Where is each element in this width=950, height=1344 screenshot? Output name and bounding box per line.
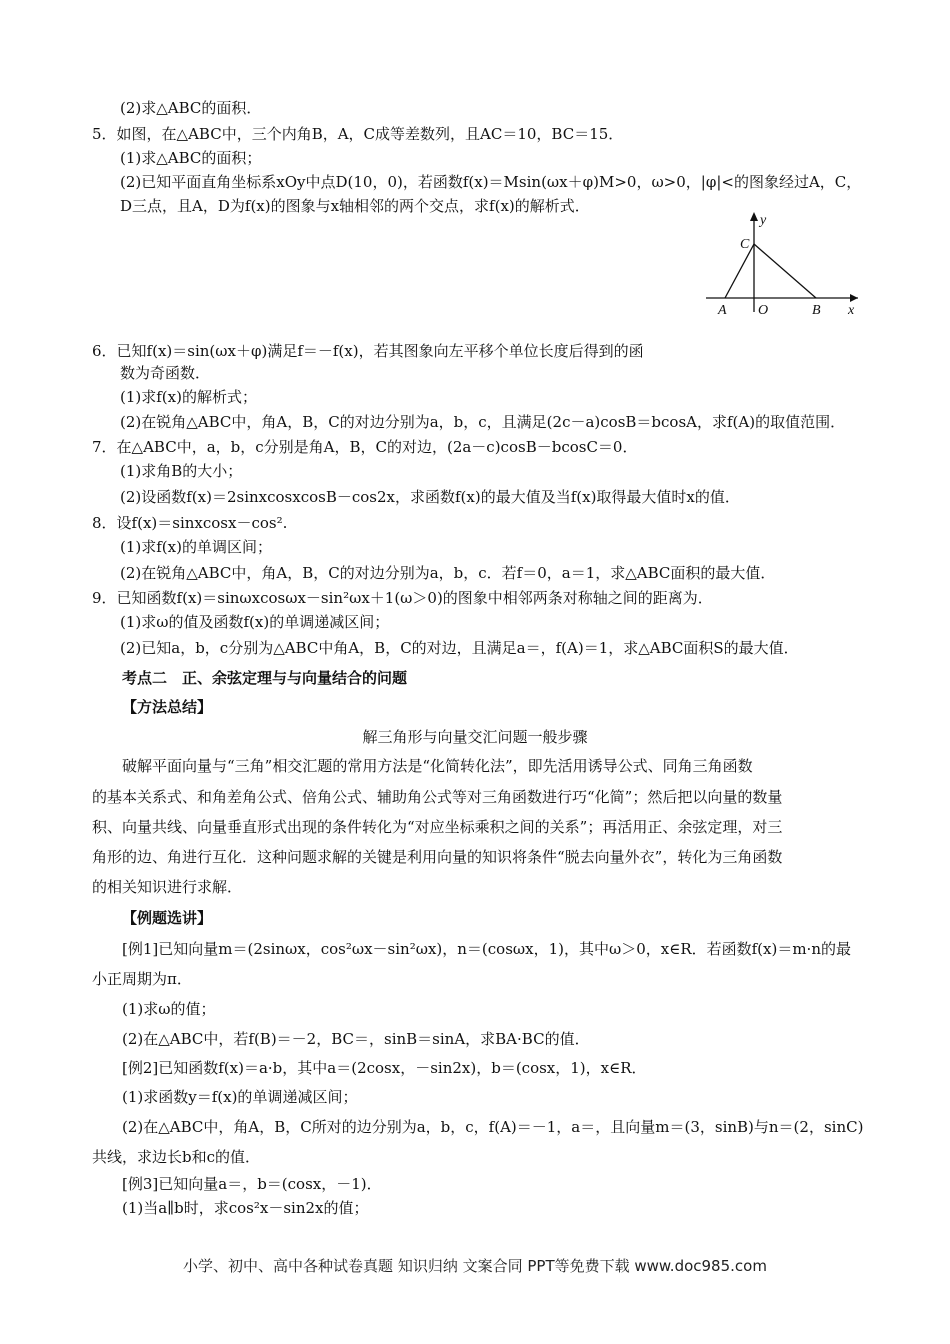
problem-6: 6．已知f(x)＝sin(ωx＋φ)满足f＝－f(x)，若其图象向左平移个单位长度后得到的函: [92, 342, 644, 360]
text-line: (1)求函数y＝f(x)的单调递减区间；: [122, 1088, 358, 1106]
label-a: A: [718, 303, 727, 318]
section-heading: 考点二 正、余弦定理与与向量结合的问题: [122, 669, 408, 687]
text-line: (2)设函数f(x)＝2sinxcosxcosB－cos2x，求函数f(x)的最大值及当f(x)取得最大值时x的值．: [120, 488, 740, 506]
label-c: C: [740, 237, 750, 252]
label-b: B: [812, 303, 821, 318]
label-x: x: [848, 303, 855, 318]
footer-text: 小学、初中、高中各种试卷真题 知识归纳 文案合同 PPT等免费下载 www.doc985.com: [183, 1257, 767, 1275]
text-line: (2)求△ABC的面积．: [120, 99, 262, 117]
text-line: (1)求角B的大小；: [120, 462, 243, 480]
text-line: (2)已知a，b，c分别为△ABC中角A，B，C的对边，且满足a＝，f(A)＝1，求△ABC面积S的最大值．: [120, 639, 799, 657]
text-line: D三点，且A，D为f(x)的图象与x轴相邻的两个交点，求f(x)的解析式．: [120, 197, 590, 215]
paragraph-line: 角形的边、角进行互化．这种问题求解的关键是利用向量的知识将条件“脱去向量外衣”，转化为三角函数: [92, 848, 783, 866]
text-line: (1)求f(x)的单调区间；: [120, 538, 272, 556]
problem-8: 8．设f(x)＝sinxcosx－cos².: [92, 514, 288, 532]
text-line: (2)在锐角△ABC中，角A，B，C的对边分别为a，b，c．若f＝0，a＝1，求△ABC面积的最大值．: [120, 564, 776, 582]
example-2: [例2]已知函数f(x)＝a·b，其中a＝(2cosx，－sin2x)，b＝(cosx，1)，x∈R．: [122, 1059, 647, 1077]
method-title: 解三角形与向量交汇问题一般步骤: [362, 728, 588, 746]
x-axis-arrow-icon: [850, 294, 858, 302]
text-line: (1)求△ABC的面积；: [120, 149, 262, 167]
text-line: (1)求ω的值及函数f(x)的单调递减区间；: [120, 613, 390, 631]
text-line: (1)当a∥b时，求cos²x－sin2x的值；: [122, 1199, 369, 1217]
text-line: 数为奇函数．: [120, 364, 211, 382]
side-ac: [725, 244, 754, 298]
method-summary-heading: 【方法总结】: [122, 698, 213, 716]
side-cb: [754, 244, 816, 298]
paragraph-line: 破解平面向量与“三角”相交汇题的常用方法是“化简转化法”，即先活用诱导公式、同角三角函数: [122, 757, 753, 775]
triangle-figure: [698, 210, 863, 320]
example-1: [例1]已知向量m＝(2sinωx，cos²ωx－sin²ωx)，n＝(cosωx，1)，其中ω＞0，x∈R．若函数f(x)＝m·n的最: [122, 940, 851, 958]
text-line: (1)求f(x)的解析式；: [120, 388, 257, 406]
y-axis-arrow-icon: [750, 212, 758, 221]
label-y: y: [760, 213, 767, 228]
text-line: 小正周期为π．: [92, 970, 192, 988]
problem-7: 7．在△ABC中，a，b，c分别是角A，B，C的对边，(2a－c)cosB－bcosC＝0．: [92, 438, 638, 456]
text-line: (1)求ω的值；: [122, 1000, 216, 1018]
paragraph-line: 的相关知识进行求解．: [92, 878, 243, 896]
label-o: O: [758, 303, 769, 318]
problem-5: 5．如图，在△ABC中，三个内角B，A，C成等差数列，且AC＝10，BC＝15．: [92, 125, 624, 143]
text-line: (2)在△ABC中，若f(B)＝－2，BC＝，sinB＝sinA，求BA·BC的值．: [122, 1030, 590, 1048]
text-line: (2)已知平面直角坐标系xOy中点D(10，0)，若函数f(x)＝Msin(ωx＋φ)M>0，ω>0，|φ|<的图象经过A，C，: [120, 173, 862, 191]
problem-9: 9．已知函数f(x)＝sinωxcosωx－sin²ωx＋1(ω＞0)的图象中相邻两条对称轴之间的距离为．: [92, 589, 713, 607]
example-3: [例3]已知向量a＝，b＝(cosx，－1)．: [122, 1175, 382, 1193]
paragraph-line: 积、向量共线、向量垂直形式出现的条件转化为“对应坐标乘积之间的关系”；再活用正、余弦定理，对三: [92, 818, 783, 836]
text-line: (2)在锐角△ABC中，角A，B，C的对边分别为a，b，c，且满足(2c－a)cosB＝bcosA，求f(A)的取值范围．: [120, 413, 846, 431]
text-line: 共线，求边长b和c的值．: [92, 1148, 261, 1166]
text-line: (2)在△ABC中，角A，B，C所对的边分别为a，b，c，f(A)＝－1，a＝，且向量m＝(3，sinB)与n＝(2，sinC): [122, 1118, 864, 1136]
examples-heading: 【例题选讲】: [122, 909, 213, 927]
paragraph-line: 的基本关系式、和角差角公式、倍角公式、辅助角公式等对三角函数进行巧“化简”；然后把以向量的数量: [92, 788, 783, 806]
